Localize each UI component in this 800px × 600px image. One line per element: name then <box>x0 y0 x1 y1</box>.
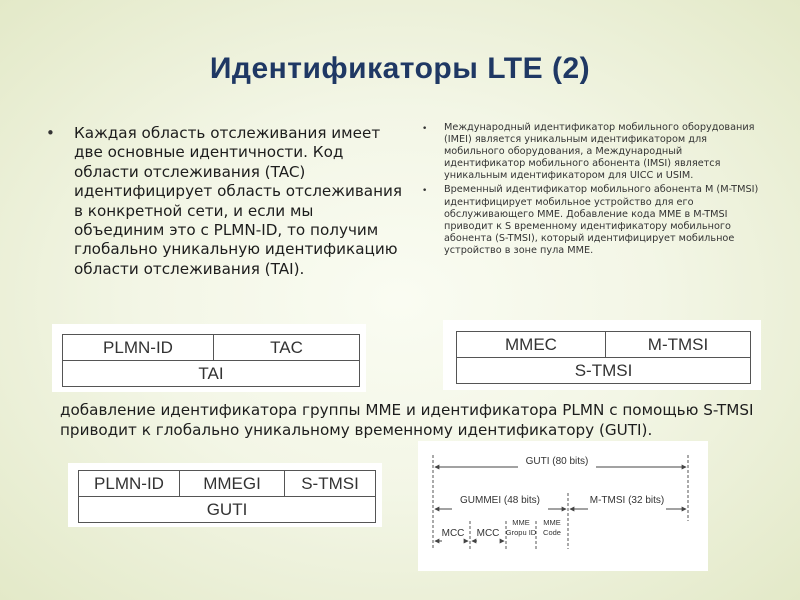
plmn-id-cell: PLMN-ID <box>63 335 214 361</box>
mme-code-label-1: MME <box>543 518 561 527</box>
mcc-label: MCC <box>441 528 465 539</box>
guti-label: GUTI (80 bits) <box>525 456 589 467</box>
mtmsi-label: M-TMSI (32 bits) <box>589 495 665 506</box>
stmsi-cell: S-TMSI <box>285 471 376 497</box>
bullet-item-tai <box>44 124 404 279</box>
stmsi-structure-table <box>456 331 751 384</box>
gummei-label: GUMMEI (48 bits) <box>459 495 541 506</box>
bullet-item-mtmsi <box>420 184 760 257</box>
bullet-item-imei <box>420 122 760 182</box>
mtmsi-cell: M-TMSI <box>606 332 751 358</box>
bullet-dot: • <box>422 186 428 197</box>
tai-cell: TAI <box>63 361 360 387</box>
mmec-cell: MMEC <box>457 332 606 358</box>
tai-structure-table <box>62 334 360 387</box>
mme-group-label-2: Gropu ID <box>505 528 537 537</box>
bullet-text: Временный идентификатор мобильного абонента M (M-TMSI) идентифицирует мобильное устройство для его обслуживающего MME. Добавление кода MME в M-TMSI приводит к S временному идентификатору мобильного абонента (S-TMSI), который идентифицирует мобильное устройство в зоне пула MME. <box>444 184 759 256</box>
guti-bit-diagram <box>418 441 708 571</box>
slide-title: Идентификаторы LTE (2) <box>209 52 591 85</box>
side-bullet-list <box>420 122 760 259</box>
mnc-label: MCC <box>476 528 500 539</box>
main-bullet-list <box>44 124 404 279</box>
tac-cell: TAC <box>214 335 360 361</box>
mme-code-label-2: Code <box>543 528 561 537</box>
guti-description: добавление идентификатора группы MME и идентификатора PLMN с помощью S-TMSI приводит к глобально уникальному временному идентификатору (GUTI). <box>60 401 754 439</box>
plmn-id-cell: PLMN-ID <box>79 471 180 497</box>
bullet-dot: • <box>46 124 55 142</box>
bullet-dot: • <box>422 124 428 134</box>
mme-group-label-1: MME <box>512 518 530 527</box>
bullet-text: Каждая область отслеживания имеет две основные идентичности. Код области отслеживания (TAC) идентифицирует область отслеживания в конкретной сети, и если мы объединим это с PLMN-ID, то получим глобально уникальную идентификацию области отслеживания (TAI). <box>74 124 403 278</box>
bullet-text: Международный идентификатор мобильного оборудования (IMEI) является уникальным идентификатором для мобильного оборудования, а Международный идентификатор мобильного абонента (IMSI) является уникальным идентификатором для UICC и USIM. <box>444 122 755 182</box>
guti-cell: GUTI <box>79 497 376 523</box>
mmegi-cell: MMEGI <box>180 471 285 497</box>
guti-structure-table <box>78 470 376 523</box>
stmsi-cell: S-TMSI <box>457 358 751 384</box>
